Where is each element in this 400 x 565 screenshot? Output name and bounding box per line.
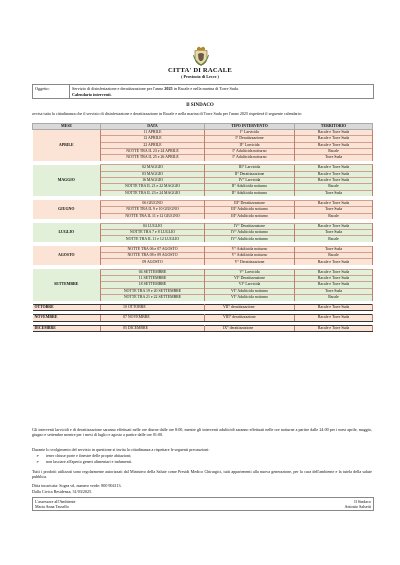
date-cell: 04 SETTEMBRE: [101, 269, 205, 275]
products-paragraph: Tutti i prodotti utilizzati sono regolarmente autorizzati dal Ministero della Salute come Presidi Medico Chirurgici, tutti appartenenti alla nuova generazione, per la cura dell'ambiente e la tutela della salute pubblica.: [32, 469, 372, 480]
type-cell: II° Larvicida: [205, 142, 295, 148]
subject-line1-post: in Racale e nella marina di Torre Suda.: [172, 86, 239, 91]
precautions-intro: Durante lo svolgimento del servizio in questione si invita la cittadinanza a rispettare le seguenti precauzioni:: [32, 447, 210, 452]
date-cell: 12 APRILE: [101, 136, 205, 142]
date-cell: 05 DICEMBRE: [101, 325, 205, 331]
assessore-name: Maria Anna Tassello: [35, 504, 69, 510]
type-cell: IV° Larvicida: [205, 178, 295, 184]
month-cell: GIUGNO: [33, 200, 101, 219]
type-cell: V° Derattizzazione: [205, 259, 295, 265]
header-month: MESE: [33, 124, 101, 130]
table-row: [33, 325, 373, 331]
type-cell: II° Adulticida notturno: [205, 184, 295, 190]
date-cell: NOTTE TRA 08 e 09 AGOSTO: [101, 253, 205, 259]
type-cell: VI° Adulticida notturno: [205, 294, 295, 300]
date-cell: 10 OTTOBRE: [101, 305, 205, 311]
type-cell: VII° derattizzazione: [205, 305, 295, 311]
city-crest-logo: [192, 46, 210, 66]
type-cell: V° Larvicida: [205, 269, 295, 275]
header-type: TIPO INTERVENTO: [205, 124, 295, 130]
sindaco-role: Il Sindaco: [354, 499, 371, 504]
date-cell: NOTTE TRA 06 e 07 AGOSTO: [101, 246, 205, 252]
date-cell: NOTTE TRA IL 23 e 24 APRILE: [101, 148, 205, 154]
type-cell: I° Larvicida: [205, 130, 295, 136]
bullet-arrow-icon: ➢: [36, 453, 40, 458]
signature-left: [35, 499, 75, 510]
schedule-table: [32, 123, 373, 332]
bullet-text: non lasciare all'aperto generi alimentari e indumenti.: [46, 459, 133, 464]
header-territory: TERRITORIO: [295, 124, 373, 130]
territory-cell: Torre Suda: [295, 246, 373, 252]
date-cell: 18 SETTEMBRE: [101, 282, 205, 288]
territory-cell: Racale: [295, 184, 373, 190]
list-item: [36, 459, 132, 464]
intro-text: avvisa tutta la cittadinanza che il servizio di disinfestazione e derattizzazione in Racale e nella marina di Torre Suda per l'anno 2025 rispetterà il seguente calendario:: [32, 111, 303, 116]
territory-cell: Torre Suda: [295, 288, 373, 294]
month-cell: OTTOBRE: [33, 305, 101, 311]
city-title: CITTA' DI RACALE: [168, 67, 232, 74]
date-cell: 03 MAGGIO: [101, 171, 205, 177]
subject-year: 2025: [164, 86, 173, 91]
type-cell: III° Derattizzazione: [205, 200, 295, 206]
schedule-body: [33, 130, 373, 332]
territory-cell: Racale e Torre Suda: [295, 223, 373, 229]
date-cell: 04 LUGLIO: [101, 223, 205, 229]
type-cell: VI° Adulticida notturno: [205, 288, 295, 294]
type-cell: VI° Larvicida: [205, 282, 295, 288]
signature-right: [345, 499, 372, 510]
assessore-role: L'assessore all'Ambiente: [35, 499, 76, 504]
type-cell: IV° Adulticida notturno: [205, 230, 295, 236]
header-date: DATA: [101, 124, 205, 130]
type-cell: IX° derattizzazione: [205, 325, 295, 331]
subject-line2: Calendario interventi.: [72, 91, 112, 97]
month-cell: SETTEMBRE: [33, 269, 101, 300]
territory-cell: Racale: [295, 213, 373, 219]
subject-text: [70, 85, 373, 98]
date-cell: NOTTE TRA IL 25 e 26 APRILE: [101, 155, 205, 161]
date-cell: 09 AGOSTO: [101, 259, 205, 265]
date-cell: NOTTE TRA IL 11 e 12 LUGLIO: [101, 236, 205, 242]
territory-cell: Racale e Torre Suda: [295, 165, 373, 171]
territory-cell: Torre Suda: [295, 190, 373, 196]
type-cell: VI° Derattizzazione: [205, 275, 295, 281]
month-cell: AGOSTO: [33, 246, 101, 265]
type-cell: II° Derattizzazione: [205, 171, 295, 177]
date-cell: 02 MAGGIO: [101, 165, 205, 171]
date-cell: NOTTE TRA IL 23 e 24 MAGGIO: [101, 190, 205, 196]
date-cell: 07 NOVEMBRE: [101, 315, 205, 321]
territory-cell: Racale e Torre Suda: [295, 269, 373, 275]
type-cell: I° Derattizzazione: [205, 136, 295, 142]
type-cell: IV° Derattizzazione: [205, 223, 295, 229]
type-cell: II° Adulticida notturno: [205, 190, 295, 196]
subject-box: [32, 84, 374, 99]
territory-cell: Torre Suda: [295, 207, 373, 213]
territory-cell: Racale: [295, 294, 373, 300]
territory-cell: Racale e Torre Suda: [295, 282, 373, 288]
type-cell: III° Adulticida notturno: [205, 213, 295, 219]
signature-box: [32, 497, 374, 511]
bullet-text: tener chiuse porte e finestre delle proprie abitazioni;: [46, 453, 132, 458]
date-cell: NOTTE TRA 19 e 20 SETTEMBRE: [101, 288, 205, 294]
sindaco-name: Antonio Salsetti: [344, 504, 371, 510]
month-cell: DICEMBRE: [33, 325, 101, 331]
territory-cell: Racale e Torre Suda: [295, 315, 373, 321]
subject-line1-pre: Servizio di disinfestazione e derattizzazione per l'anno: [72, 86, 165, 91]
territory-cell: Racale e Torre Suda: [295, 275, 373, 281]
date-cell: NOTTE TRA 7 e 8 LUGLIO: [101, 230, 205, 236]
territory-cell: Torre Suda: [295, 230, 373, 236]
type-cell: I° Adulticida notturno: [205, 155, 295, 161]
month-cell: MAGGIO: [33, 165, 101, 196]
territory-cell: Racale: [295, 253, 373, 259]
date-cell: 11 SETTEMBRE: [101, 275, 205, 281]
type-cell: VIII° derattizzazione: [205, 315, 295, 321]
month-cell: NOVEMBRE: [33, 315, 101, 321]
month-cell: LUGLIO: [33, 223, 101, 242]
date-cell: NOTTE TRA 21 e 22 SETTEMBRE: [101, 294, 205, 300]
date-cell: 22 APRILE: [101, 142, 205, 148]
date-cell: 11 APRILE: [101, 130, 205, 136]
date-cell: NOTTE TRA IL 11 e 12 GIUGNO: [101, 213, 205, 219]
date-cell: NOTTE TRA IL 21 e 22 MAGGIO: [101, 184, 205, 190]
territory-cell: Racale: [295, 148, 373, 154]
type-cell: V° Adulticida notturno: [205, 253, 295, 259]
subject-label: Oggetto:: [33, 85, 70, 98]
bullet-arrow-icon: ➢: [36, 459, 40, 464]
territory-cell: Racale e Torre Suda: [295, 171, 373, 177]
territory-cell: Racale e Torre Suda: [295, 325, 373, 331]
territory-cell: Racale: [295, 236, 373, 242]
type-cell: V° Adulticida notturno: [205, 246, 295, 252]
date-line: Dalla Civica Residenza, 31/03/2025.: [32, 489, 93, 494]
type-cell: III° Adulticida notturno: [205, 207, 295, 213]
province-subtitle: ( Provincia di Lecce ): [181, 74, 219, 79]
territory-cell: Torre Suda: [295, 155, 373, 161]
territory-cell: Racale e Torre Suda: [295, 136, 373, 142]
type-cell: III° Larvicida: [205, 165, 295, 171]
list-item: [36, 453, 131, 458]
date-cell: 16 MAGGIO: [101, 178, 205, 184]
territory-cell: Racale e Torre Suda: [295, 130, 373, 136]
date-cell: NOTTE TRA IL 9 e 10 GIUGNO: [101, 207, 205, 213]
type-cell: I° Adulticida notturno: [205, 148, 295, 154]
timing-paragraph: Gli interventi larvicidi e di derattizzazione saranno effettuati nelle ore diurne dalle ore 8:00, mentre gli interventi adulticidi saranno effettuati nelle ore notturne a partire dalle 24:00 per i mesi aprile, maggio, giugno e settembre mentre per i mesi di luglio e agosto a partire dalle ore 01:00.: [32, 427, 372, 438]
sindaco-heading: Il SINDACO: [186, 103, 214, 108]
territory-cell: Racale e Torre Suda: [295, 200, 373, 206]
month-cell: APRILE: [33, 130, 101, 161]
territory-cell: Racale e Torre Suda: [295, 305, 373, 311]
contact-line: Ditta incaricata: Sogea srl, numero verde: 800 904113.: [32, 483, 122, 488]
territory-cell: Racale e Torre Suda: [295, 178, 373, 184]
type-cell: IV° Adulticida notturno: [205, 236, 295, 242]
date-cell: 06 GIUGNO: [101, 200, 205, 206]
territory-cell: Racale e Torre Suda: [295, 142, 373, 148]
territory-cell: Racale e Torre Suda: [295, 259, 373, 265]
